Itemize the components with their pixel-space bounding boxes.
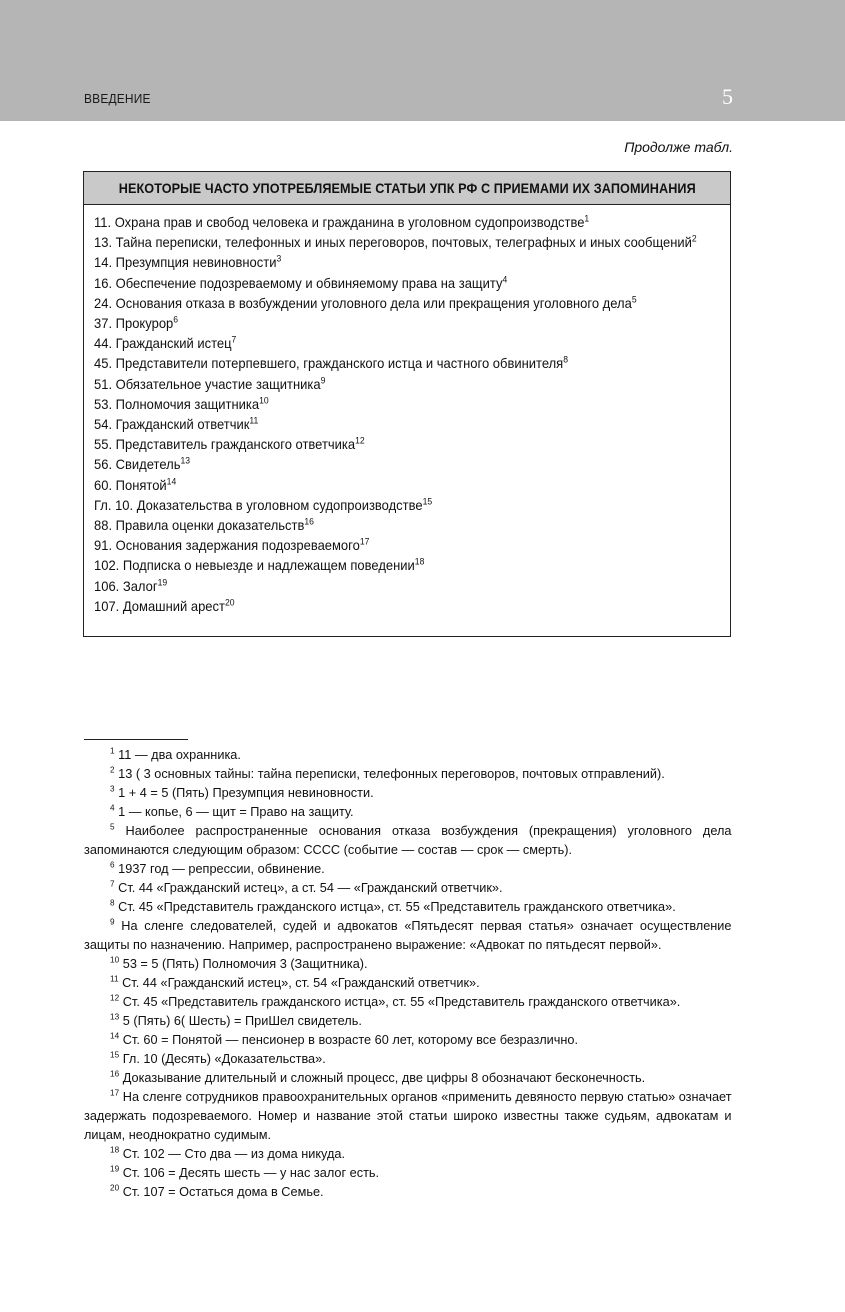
footnote-ref: 5 <box>631 294 637 305</box>
article-text: Гл. 10. Доказательства в уголовном судопроизводстве <box>94 497 423 513</box>
footnote <box>84 1144 732 1163</box>
page-number: 5 <box>722 84 733 109</box>
footnote-ref: 9 <box>320 375 326 386</box>
footnote-number: 4 <box>110 802 115 813</box>
table-row <box>94 233 724 253</box>
footnote-text: Ст. 45 «Представитель гражданского истца», ст. 55 «Представитель гражданского ответчика». <box>122 994 681 1009</box>
footnote-number: 20 <box>110 1182 120 1193</box>
footnote-ref: 14 <box>166 476 177 487</box>
footnote <box>84 954 732 973</box>
article-text: 51. Обязательное участие защитника <box>94 376 321 392</box>
footnote-number: 13 <box>110 1011 120 1022</box>
footnote-number: 2 <box>110 764 115 775</box>
footnote-text: На сленге сотрудников правоохранительных органов «применить девяносто первую статью» означает задержать подозреваемого. Номер и название этой статьи широко известны также судьям, адвокатам и лицам, неоднократно судимым. <box>84 1089 732 1142</box>
table-row <box>94 253 724 273</box>
footnote-number: 16 <box>110 1068 120 1079</box>
article-text: 16. Обеспечение подозреваемому и обвиняемому права на защиту <box>94 275 503 291</box>
footnote-number: 15 <box>110 1049 120 1060</box>
footnote <box>84 859 732 878</box>
footnote-ref: 2 <box>691 233 697 244</box>
article-text: 102. Подписка о невыезде и надлежащем поведении <box>94 558 415 574</box>
footnotes <box>84 745 732 1201</box>
footnote-text: На сленге следователей, судей и адвокатов «Пятьдесят первая статья» означает осуществление защиты по назначению. Например, распространено выражение: «Адвокат по пятьдесят первой». <box>84 918 732 952</box>
footnote-number: 10 <box>110 954 120 965</box>
footnote-text: 1937 год — репрессии, обвинение. <box>118 861 325 876</box>
footnote-text: Наиболее распространенные основания отказа возбуждения (прекращения) уголовного дела запоминаются следующим образом: СССС (событие — состав — срок — смерть). <box>84 823 732 857</box>
table-row <box>94 455 724 475</box>
footnote <box>84 1087 732 1144</box>
footnote <box>84 878 732 897</box>
footnote-text: Гл. 10 (Десять) «Доказательства». <box>122 1051 326 1066</box>
footnote-separator <box>84 739 188 740</box>
footnote-number: 6 <box>110 859 115 870</box>
footnote <box>84 973 732 992</box>
footnote-number: 7 <box>110 878 115 889</box>
footnote-ref: 19 <box>157 577 168 588</box>
footnote <box>84 1163 732 1182</box>
footnote <box>84 1068 732 1087</box>
running-head: ВВЕДЕНИЕ <box>84 91 151 106</box>
table-row <box>94 476 724 496</box>
table-body <box>84 205 730 617</box>
footnote-text: 53 = 5 (Пять) Полномочия 3 (Защитника). <box>122 956 368 971</box>
footnote-ref: 7 <box>231 334 237 345</box>
footnote <box>84 1182 732 1201</box>
footnote-ref: 6 <box>173 314 179 325</box>
footnote-text: Доказывание длительный и сложный процесс, две цифры 8 обозначают бесконечность. <box>122 1070 646 1085</box>
table-row <box>94 213 724 233</box>
table-row <box>94 274 724 294</box>
footnote <box>84 897 732 916</box>
footnote-number: 11 <box>110 973 119 984</box>
table-row <box>94 314 724 334</box>
footnote <box>84 1049 732 1068</box>
article-text: 14. Презумпция невиновности <box>94 255 277 271</box>
footnote <box>84 783 732 802</box>
article-text: 45. Представители потерпевшего, гражданского истца и частного обвинителя <box>94 356 564 372</box>
table-row <box>94 334 724 354</box>
footnote-ref: 18 <box>414 556 425 567</box>
footnote-number: 17 <box>110 1087 120 1098</box>
table-header <box>84 172 730 205</box>
footnote-ref: 11 <box>249 415 259 426</box>
article-text: 53. Полномочия защитника <box>94 396 260 412</box>
table-row <box>94 415 724 435</box>
footnote <box>84 821 732 859</box>
footnote-ref: 1 <box>584 213 590 224</box>
footnote-ref: 20 <box>224 597 235 608</box>
article-text: 11. Охрана прав и свобод человека и гражданина в уголовном судопроизводстве <box>94 215 585 230</box>
footnote-number: 3 <box>110 783 115 794</box>
table-row <box>94 536 724 556</box>
footnote-text: 1 — копье, 6 — щит = Право на защиту. <box>118 804 354 819</box>
article-text: 88. Правила оценки доказательств <box>94 518 305 534</box>
footnote <box>84 745 732 764</box>
table-row <box>94 516 724 536</box>
footnote-text: 1 + 4 = 5 (Пять) Презумпция невиновности. <box>118 785 374 800</box>
article-text: 37. Прокурор <box>94 316 174 332</box>
footnote-text: Ст. 102 — Сто два — из дома никуда. <box>122 1146 346 1161</box>
article-text: 107. Домашний арест <box>94 598 225 614</box>
footnote <box>84 1030 732 1049</box>
table-row <box>94 294 724 314</box>
footnote-text: 11 — два охранника. <box>118 747 241 762</box>
table-row <box>94 496 724 516</box>
footnote <box>84 992 732 1011</box>
footnote-ref: 12 <box>355 435 365 446</box>
table-row <box>94 577 724 597</box>
footnote-text: 13 ( 3 основных тайны: тайна переписки, телефонных переговоров, почтовых отправлений). <box>118 766 665 781</box>
footnote-number: 19 <box>110 1163 120 1174</box>
footnote <box>84 764 732 783</box>
footnote-ref: 17 <box>359 536 370 547</box>
article-text: 24. Основания отказа в возбуждении уголовного дела или прекращения уголовного дела <box>94 295 632 311</box>
footnote-ref: 13 <box>180 455 191 466</box>
article-text: 54. Гражданский ответчик <box>94 417 250 433</box>
footnote-text: Ст. 44 «Гражданский истец», а ст. 54 — «Гражданский ответчик». <box>118 880 503 895</box>
footnote-number: 1 <box>110 745 115 756</box>
footnote-number: 5 <box>110 821 115 832</box>
article-text: 56. Свидетель <box>94 457 181 473</box>
footnote-text: Ст. 44 «Гражданский истец», ст. 54 «Гражданский ответчик». <box>122 975 480 990</box>
table-continuation-note: Продолже табл. <box>624 139 733 155</box>
footnote-ref: 16 <box>304 516 314 527</box>
footnote-number: 9 <box>110 916 115 927</box>
article-text: 13. Тайна переписки, телефонных и иных переговоров, почтовых, телеграфных и иных сообщений <box>94 235 692 251</box>
article-text: 106. Залог <box>94 578 158 594</box>
footnote-ref: 3 <box>276 253 282 264</box>
footnote-number: 12 <box>110 992 120 1003</box>
footnote-ref: 4 <box>502 274 508 285</box>
article-text: 60. Понятой <box>94 477 167 493</box>
footnote-text: 5 (Пять) 6( Шесть) = ПриШел свидетель. <box>122 1013 362 1028</box>
table-row <box>94 395 724 415</box>
footnote <box>84 916 732 954</box>
footnote-number: 14 <box>110 1030 120 1041</box>
article-text: 44. Гражданский истец <box>94 336 232 352</box>
article-text: 55. Представитель гражданского ответчика <box>94 437 356 453</box>
footnote-text: Ст. 106 = Десять шесть — у нас залог есть. <box>122 1165 380 1180</box>
footnote-text: Ст. 60 = Понятой — пенсионер в возрасте 60 лет, которому все безразлично. <box>122 1032 579 1047</box>
footnote-number: 18 <box>110 1144 120 1155</box>
footnote <box>84 802 732 821</box>
table-row <box>94 435 724 455</box>
table-title: НЕКОТОРЫЕ ЧАСТО УПОТРЕБЛЯЕМЫЕ СТАТЬИ УПК РФ С ПРИЕМАМИ ИХ ЗАПОМИНАНИЯ <box>118 180 696 196</box>
articles-table <box>83 171 731 637</box>
footnote-text: Ст. 107 = Остаться дома в Семье. <box>122 1184 324 1199</box>
article-text: 91. Основания задержания подозреваемого <box>94 538 360 554</box>
table-row <box>94 597 724 617</box>
table-row <box>94 375 724 395</box>
footnote-number: 8 <box>110 897 115 908</box>
footnote-ref: 8 <box>563 354 569 365</box>
footnote-ref: 10 <box>259 395 269 406</box>
table-row <box>94 556 724 576</box>
footnote <box>84 1011 732 1030</box>
table-row <box>94 354 724 374</box>
footnote-text: Ст. 45 «Представитель гражданского истца», ст. 55 «Представитель гражданского ответчика». <box>118 899 676 914</box>
footnote-ref: 15 <box>422 496 433 507</box>
